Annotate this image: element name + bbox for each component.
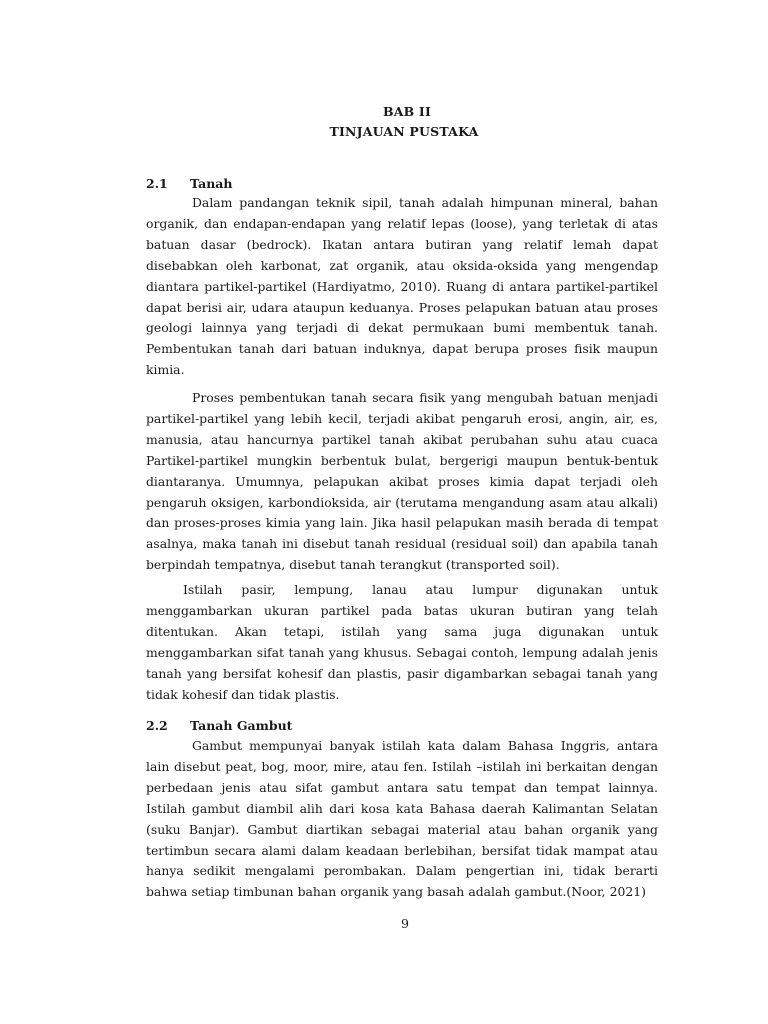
section-number: 2.1 bbox=[146, 176, 168, 191]
paragraph: Dalam pandangan teknik sipil, tanah adalah himpunan mineral, bahan organik, dan endapan-endapan yang relatif lepas (loose), yang terletak di atas batuan dasar (bedrock). Ikatan antara butiran yang relatif lemah dapat disebabkan oleh karbonat, zat organik, atau oksida-oksida yang mengendap diantara partikel-partikel (Hardiyatmo, 2010). Ruang di antara partikel-partikel dapat berisi air, udara ataupun keduanya. Proses pelapukan batuan atau proses geologi lainnya yang terjadi di dekat permukaan bumi membentuk tanah. Pembentukan tanah dari batuan induknya, dapat berupa proses fisik maupun kimia. bbox=[146, 195, 658, 378]
paragraph: Proses pembentukan tanah secara fisik yang mengubah batuan menjadi partikel-partikel yang lebih kecil, terjadi akibat pengaruh erosi, angin, air, es, manusia, atau hancurnya partikel tanah akibat perubahan suhu atau cuaca Partikel-partikel mungkin berbentuk bulat, bergerigi maupun bentuk-bentuk diantaranya. Umumnya, pelapukan akibat proses kimia dapat terjadi oleh pengaruh oksigen, karbondioksida, air (terutama mengandung asam atau alkali) dan proses-proses kimia yang lain. Jika hasil pelapukan masih berada di tempat asalnya, maka tanah ini disebut tanah residual (residual soil) dan apabila tanah berpindah tempatnya, disebut tanah terangkut (transported soil). bbox=[146, 390, 658, 573]
chapter-title: TINJAUAN PUSTAKA bbox=[329, 124, 479, 139]
section-title: Tanah Gambut bbox=[190, 718, 293, 733]
paragraph: Istilah pasir, lempung, lanau atau lumpur digunakan untuk menggambarkan ukuran partikel pada batas ukuran butiran yang telah ditentukan. Akan tetapi, istilah yang sama juga digunakan untuk menggambarkan sifat tanah yang khusus. Sebagai contoh, lempung adalah jenis tanah yang bersifat kohesif dan plastis, pasir digambarkan sebagai tanah yang tidak kohesif dan tidak plastis. bbox=[146, 582, 658, 702]
section-heading-tanah bbox=[146, 176, 232, 191]
section-heading-tanah-gambut bbox=[146, 718, 292, 733]
section-title: Tanah bbox=[190, 176, 233, 191]
section-number: 2.2 bbox=[146, 718, 168, 733]
document-page bbox=[146, 0, 658, 1024]
paragraph: Gambut mempunyai banyak istilah kata dalam Bahasa Inggris, antara lain disebut peat, bog, moor, mire, atau fen. Istilah –istilah ini berkaitan dengan perbedaan jenis atau sifat gambut antara satu tempat dan tempat lainnya. Istilah gambut diambil alih dari kosa kata Bahasa daerah Kalimantan Selatan (suku Banjar). Gambut diartikan sebagai material atau bahan organik yang tertimbun secara alami dalam keadaan berlebihan, bersifat tidak mampat atau hanya sedikit mengalami perombakan. Dalam pengertian ini, tidak berarti bahwa setiap timbunan bahan organik yang basah adalah gambut.(Noor, 2021) bbox=[146, 738, 658, 900]
page-number: 9 bbox=[401, 916, 409, 931]
chapter-number: BAB II bbox=[382, 104, 432, 119]
